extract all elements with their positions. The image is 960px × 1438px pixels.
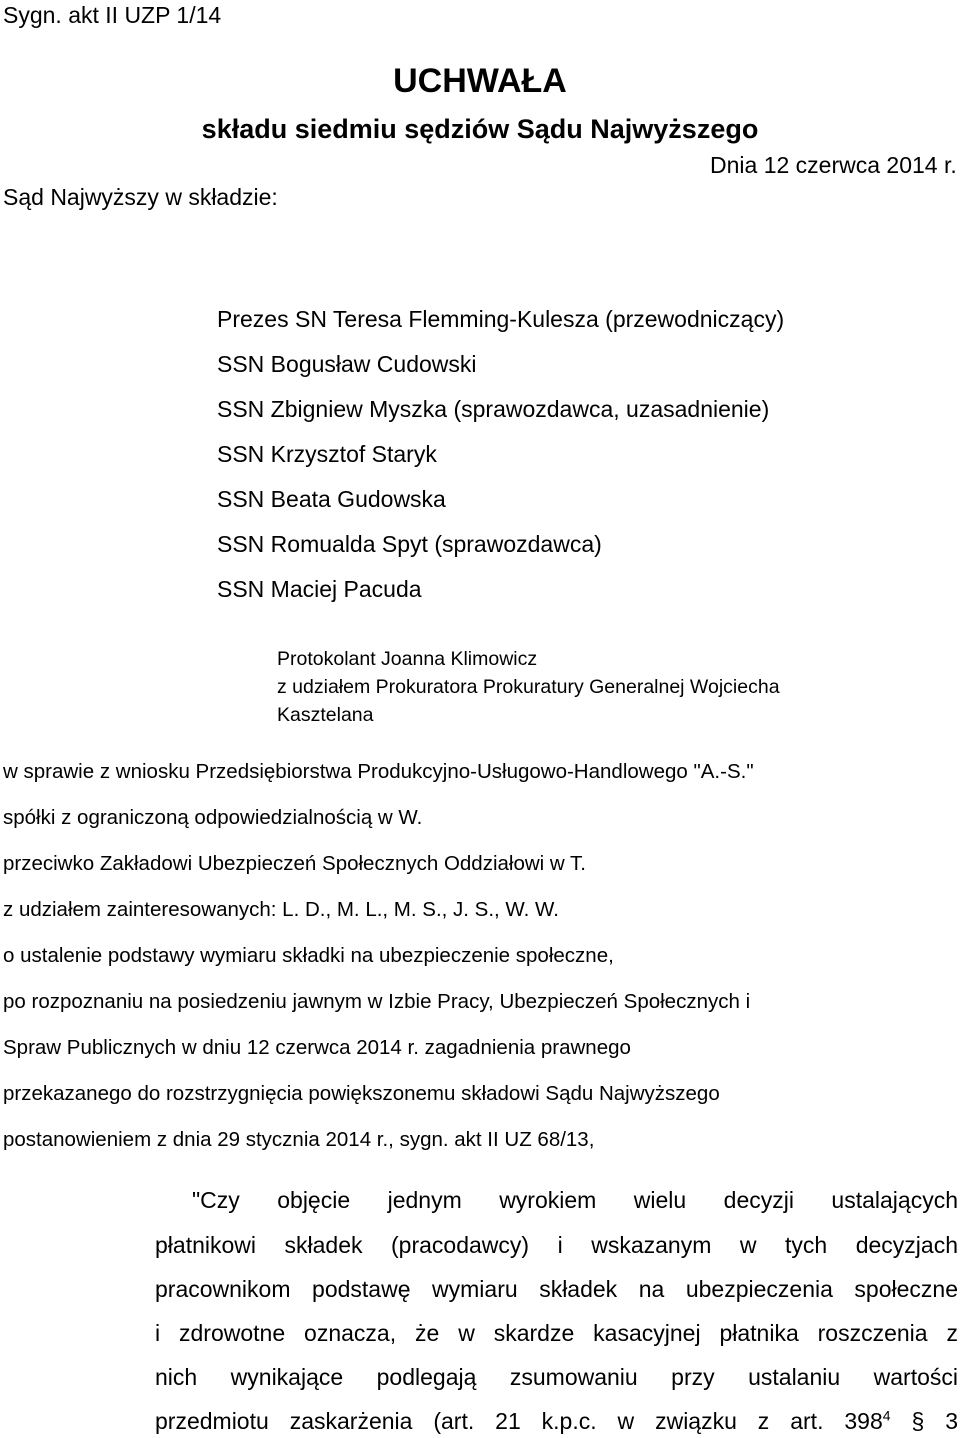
case-line: przekazanego do rozstrzygnięcia powiększonemu składowi Sądu Najwyższego [3, 1082, 720, 1105]
case-line: przeciwko Zakładowi Ubezpieczeń Społecznych Oddziałowi w T. [3, 852, 586, 875]
judge-item: SSN Bogusław Cudowski [217, 351, 477, 377]
protocol-line: z udziałem Prokuratora Prokuratury Generalnej Wojciecha [277, 676, 780, 698]
case-line: po rozpoznaniu na posiedzeniu jawnym w Izbie Pracy, Ubezpieczeń Społecznych i [3, 990, 751, 1013]
question-line: płatnikowi składek (pracodawcy) i wskazanym w tych decyzjach [155, 1232, 958, 1258]
case-line: w sprawie z wniosku Przedsiębiorstwa Produkcyjno-Usługowo-Handlowego "A.-S." [3, 760, 754, 783]
question-line: nich wynikające podlegają zsumowaniu przy ustalaniu wartości [155, 1364, 958, 1390]
judge-item: SSN Zbigniew Myszka (sprawozdawca, uzasadnienie) [217, 396, 770, 422]
protocol-line: Kasztelana [277, 704, 374, 726]
case-line: spółki z ograniczoną odpowiedzialnością w W. [3, 806, 423, 829]
question-line-text: przedmiotu zaskarżenia (art. 21 k.p.c. w związku z art. 398 [155, 1408, 883, 1434]
judge-item: Prezes SN Teresa Flemming-Kulesza (przewodniczący) [217, 306, 785, 332]
question-line-last [155, 1408, 958, 1435]
case-line: o ustalenie podstawy wymiaru składki na ubezpieczenie społeczne, [3, 944, 614, 967]
paragraph-reference: § 3 [911, 1408, 959, 1434]
court-composition-label: Sąd Najwyższy w składzie: [3, 184, 278, 210]
case-line: z udziałem zainteresowanych: L. D., M. L., M. S., J. S., W. W. [3, 898, 559, 921]
question-line: "Czy objęcie jednym wyrokiem wielu decyzji ustalających [192, 1187, 958, 1213]
question-line: pracownikom podstawę wymiaru składek na ubezpieczenia społeczne [155, 1276, 958, 1302]
case-signature: Sygn. akt II UZP 1/14 [3, 2, 222, 28]
document-title: UCHWAŁA [393, 62, 567, 100]
judge-item: SSN Beata Gudowska [217, 486, 446, 512]
case-line: Spraw Publicznych w dniu 12 czerwca 2014 r. zagadnienia prawnego [3, 1036, 631, 1059]
document-subtitle: składu siedmiu sędziów Sądu Najwyższego [201, 114, 759, 144]
case-line: postanowieniem z dnia 29 stycznia 2014 r., sygn. akt II UZ 68/13, [3, 1128, 595, 1151]
judge-item: SSN Krzysztof Staryk [217, 441, 437, 467]
article-superscript: 4 [882, 1407, 891, 1424]
protocol-line: Protokolant Joanna Klimowicz [277, 648, 538, 670]
judge-item: SSN Romualda Spyt (sprawozdawca) [217, 531, 602, 557]
resolution-date: Dnia 12 czerwca 2014 r. [710, 152, 957, 178]
judge-item: SSN Maciej Pacuda [217, 576, 422, 602]
question-line: i zdrowotne oznacza, że w skardze kasacyjnej płatnika roszczenia z [155, 1320, 958, 1346]
